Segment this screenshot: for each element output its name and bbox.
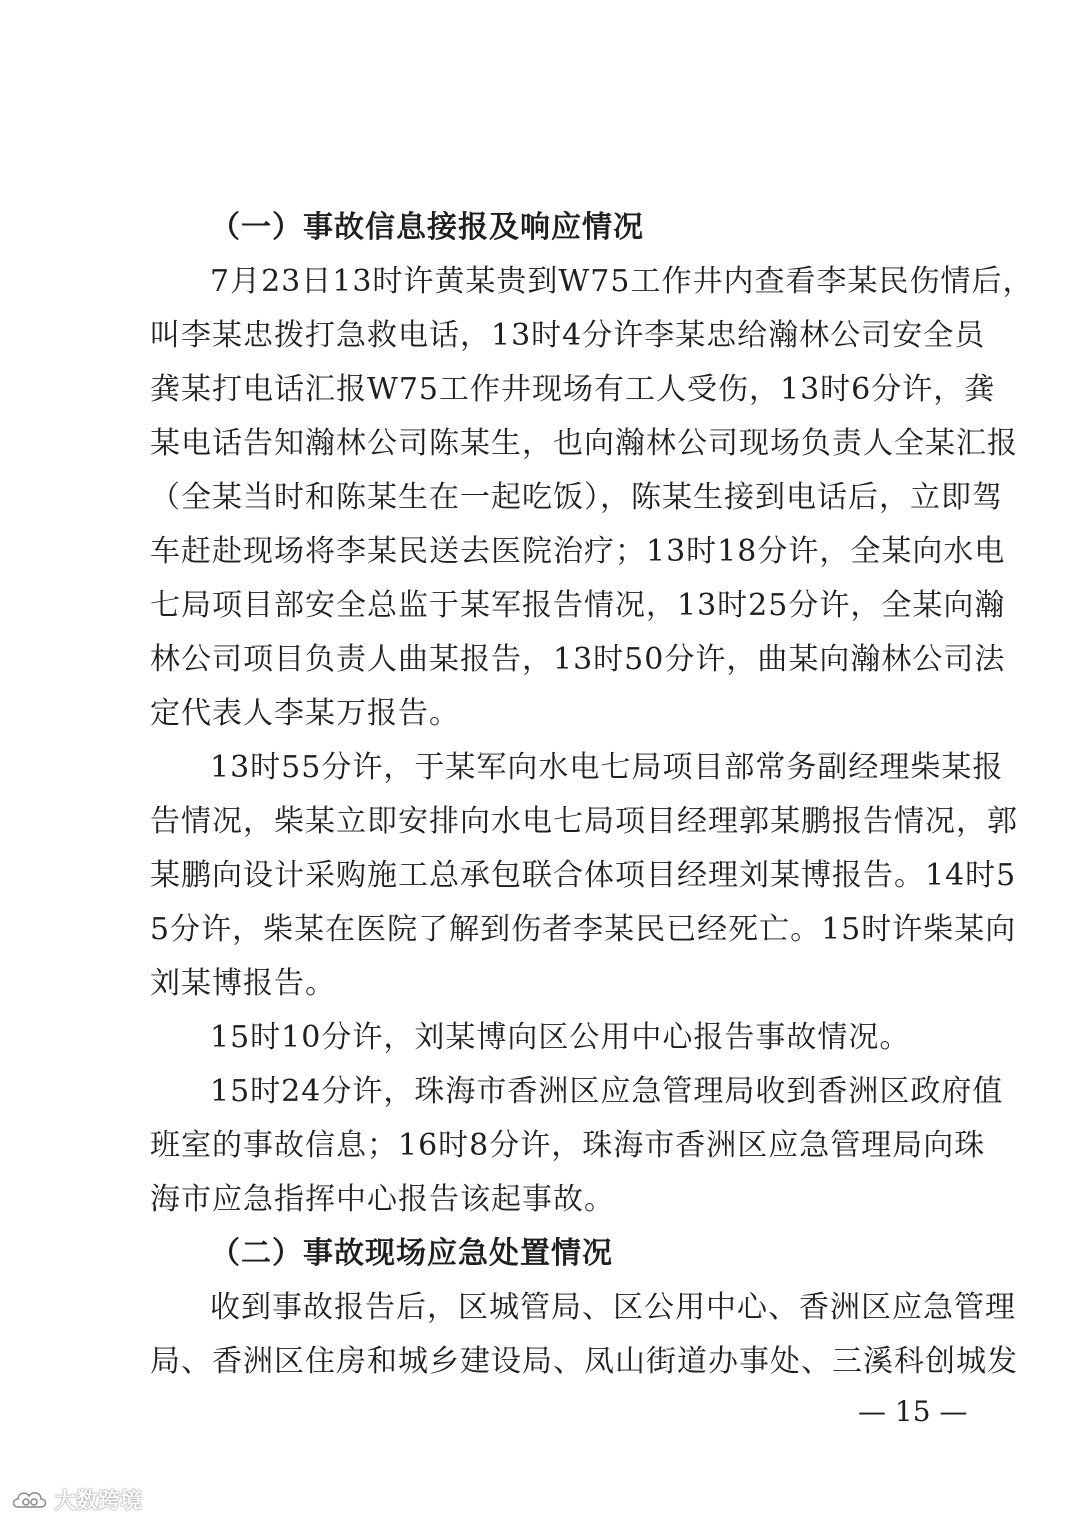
paragraph-line: 某电话告知瀚林公司陈某生，也向瀚林公司现场负责人全某汇报: [150, 426, 1018, 461]
watermark: [10, 1484, 142, 1515]
paragraph-line: 15时24分许，珠海市香洲区应急管理局收到香洲区政府值: [210, 1074, 1004, 1109]
paragraph-line: （全某当时和陈某生在一起吃饭），陈某生接到电话后，立即驾: [150, 480, 1003, 515]
paragraph-line: 车赶赴现场将李某民送去医院治疗；13时18分许，全某向水电: [150, 534, 1006, 569]
paragraph-line: 刘某博报告。: [150, 966, 336, 1001]
paragraph-line: 叫李某忠拨打急救电话，13时4分许李某忠给瀚林公司安全员: [150, 318, 986, 353]
cloud-logo-icon: [10, 1487, 50, 1513]
section-1-heading: （一）事故信息接报及响应情况: [210, 210, 644, 245]
paragraph-line: 林公司项目负责人曲某报告，13时50分许，曲某向瀚林公司法: [150, 642, 1006, 677]
paragraph-line: 海市应急指挥中心报告该起事故。: [150, 1182, 615, 1217]
paragraph-line: 13时55分许，于某军向水电七局项目部常务副经理柴某报: [210, 750, 1004, 785]
paragraph-line: 定代表人李某万报告。: [150, 696, 460, 731]
paragraph-line: 15时10分许，刘某博向区公用中心报告事故情况。: [210, 1020, 911, 1055]
paragraph-line: 局、香洲区住房和城乡建设局、凤山街道办事处、三溪科创城发: [150, 1344, 1018, 1379]
paragraph-line: 龚某打电话汇报W75工作井现场有工人受伤，13时6分许，龚: [150, 372, 996, 407]
paragraph-line: 7月23日13时许黄某贵到W75工作井内查看李某民伤情后，: [210, 264, 1034, 299]
paragraph-line: 告情况，柴某立即安排向水电七局项目经理郭某鹏报告情况，郭: [150, 804, 1018, 839]
watermark-text: 大数跨境: [54, 1489, 143, 1514]
paragraph-line: 某鹏向设计采购施工总承包联合体项目经理刘某博报告。14时5: [150, 858, 1017, 893]
paragraph-line: 班室的事故信息；16时8分许，珠海市香洲区应急管理局向珠: [150, 1128, 986, 1163]
page-number: — 15 —: [858, 1395, 968, 1428]
section-2-heading: （二）事故现场应急处置情况: [210, 1236, 613, 1271]
paragraph-line: 收到事故报告后，区城管局、区公用中心、香洲区应急管理: [210, 1290, 1016, 1325]
paragraph-line: 5分许，柴某在医院了解到伤者李某民已经死亡。15时许柴某向: [150, 912, 1017, 947]
paragraph-line: 七局项目部安全总监于某军报告情况，13时25分许，全某向瀚: [150, 588, 1006, 623]
